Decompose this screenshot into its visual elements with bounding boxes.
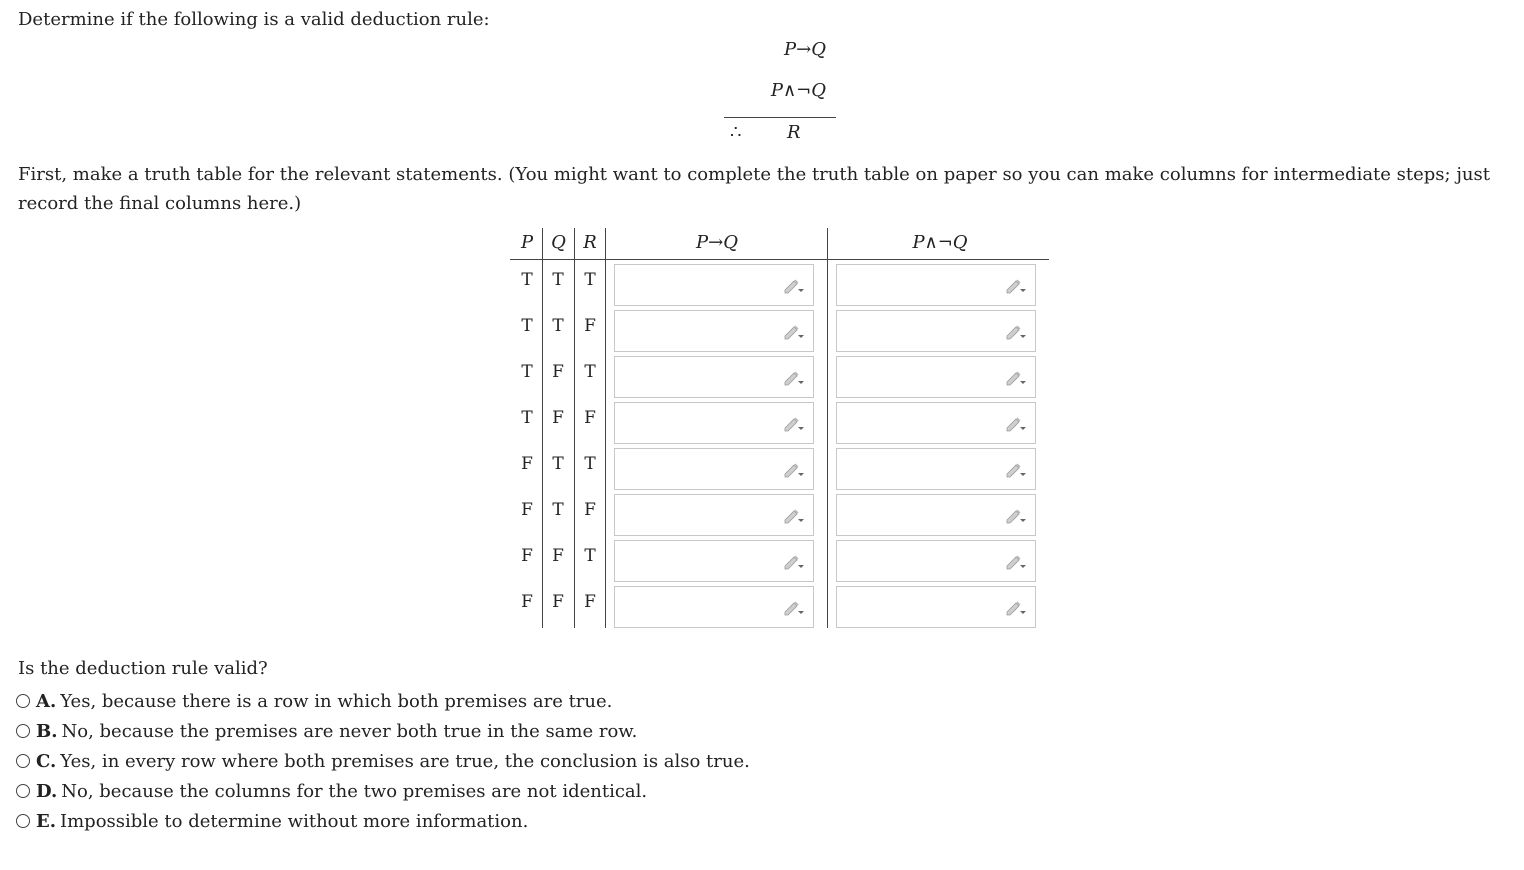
cell-q: T bbox=[552, 454, 564, 474]
pencil-dropdown-icon[interactable] bbox=[1005, 462, 1027, 478]
pencil-dropdown-icon[interactable] bbox=[1005, 416, 1027, 432]
choice-text: No, because the premises are never both true in the same row. bbox=[61, 721, 638, 742]
answer-input-p-implies-q[interactable] bbox=[614, 264, 814, 306]
answer-input-p-and-not-q[interactable] bbox=[836, 310, 1036, 352]
cell-r: T bbox=[584, 362, 596, 382]
cell-r: F bbox=[584, 592, 596, 612]
choice-text: No, because the columns for the two premises are not identical. bbox=[61, 781, 648, 802]
answer-input-p-and-not-q[interactable] bbox=[836, 494, 1036, 536]
radio-button[interactable] bbox=[16, 724, 30, 738]
answer-input-p-implies-q[interactable] bbox=[614, 494, 814, 536]
choice-text: Impossible to determine without more information. bbox=[60, 811, 529, 832]
choice-d[interactable] bbox=[16, 778, 750, 808]
premise-1: P→Q bbox=[784, 39, 826, 60]
cell-p: F bbox=[521, 500, 533, 520]
pencil-dropdown-icon[interactable] bbox=[783, 600, 805, 616]
answer-input-p-implies-q[interactable] bbox=[614, 586, 814, 628]
pencil-dropdown-icon[interactable] bbox=[1005, 324, 1027, 340]
therefore-symbol: ∴ bbox=[730, 122, 742, 143]
header-q: Q bbox=[551, 232, 566, 253]
pencil-dropdown-icon[interactable] bbox=[1005, 554, 1027, 570]
pencil-dropdown-icon[interactable] bbox=[1005, 600, 1027, 616]
table-row bbox=[510, 260, 1050, 306]
answer-input-p-implies-q[interactable] bbox=[614, 310, 814, 352]
radio-button[interactable] bbox=[16, 754, 30, 768]
pencil-dropdown-icon[interactable] bbox=[783, 370, 805, 386]
cell-p: F bbox=[521, 546, 533, 566]
choice-b[interactable] bbox=[16, 718, 750, 748]
choice-letter: C. bbox=[36, 751, 57, 772]
answer-input-p-and-not-q[interactable] bbox=[836, 586, 1036, 628]
answer-input-p-and-not-q[interactable] bbox=[836, 264, 1036, 306]
choice-text: Yes, in every row where both premises are true, the conclusion is also true. bbox=[60, 751, 750, 772]
deduction-rule bbox=[724, 36, 836, 150]
cell-p: F bbox=[521, 454, 533, 474]
pencil-dropdown-icon[interactable] bbox=[783, 554, 805, 570]
table-row bbox=[510, 306, 1050, 352]
cell-p: T bbox=[521, 408, 533, 428]
choice-c[interactable] bbox=[16, 748, 750, 778]
premise-2: P∧¬Q bbox=[770, 80, 826, 101]
pencil-dropdown-icon[interactable] bbox=[783, 416, 805, 432]
cell-r: F bbox=[584, 500, 596, 520]
cell-r: T bbox=[584, 454, 596, 474]
table-row bbox=[510, 398, 1050, 444]
cell-r: T bbox=[584, 270, 596, 290]
choice-text: Yes, because there is a row in which both premises are true. bbox=[60, 691, 613, 712]
choice-letter: B. bbox=[36, 721, 58, 742]
table-row bbox=[510, 352, 1050, 398]
answer-input-p-implies-q[interactable] bbox=[614, 540, 814, 582]
rule-divider bbox=[724, 117, 836, 118]
cell-q: T bbox=[552, 270, 564, 290]
radio-button[interactable] bbox=[16, 814, 30, 828]
cell-q: F bbox=[552, 546, 564, 566]
table-row bbox=[510, 536, 1050, 582]
cell-r: T bbox=[584, 546, 596, 566]
radio-button[interactable] bbox=[16, 694, 30, 708]
cell-p: F bbox=[521, 592, 533, 612]
cell-r: F bbox=[584, 316, 596, 336]
pencil-dropdown-icon[interactable] bbox=[783, 324, 805, 340]
cell-p: T bbox=[521, 362, 533, 382]
table-row bbox=[510, 444, 1050, 490]
cell-q: F bbox=[552, 592, 564, 612]
validity-question: Is the deduction rule valid? bbox=[18, 658, 268, 679]
pencil-dropdown-icon[interactable] bbox=[783, 462, 805, 478]
cell-q: F bbox=[552, 408, 564, 428]
pencil-dropdown-icon[interactable] bbox=[1005, 278, 1027, 294]
choice-letter: A. bbox=[36, 691, 57, 712]
pencil-dropdown-icon[interactable] bbox=[783, 278, 805, 294]
pencil-dropdown-icon[interactable] bbox=[1005, 508, 1027, 524]
choice-a[interactable] bbox=[16, 688, 750, 718]
header-p-and-not-q: P∧¬Q bbox=[912, 232, 968, 253]
table-row bbox=[510, 490, 1050, 536]
answer-input-p-implies-q[interactable] bbox=[614, 402, 814, 444]
table-row bbox=[510, 582, 1050, 628]
instructions: First, make a truth table for the relevant statements. (You might want to complete the truth table on paper so you can make columns for intermediate steps; just record the final columns here.) bbox=[18, 164, 1490, 214]
conclusion: R bbox=[787, 122, 801, 143]
cell-q: F bbox=[552, 362, 564, 382]
answer-input-p-and-not-q[interactable] bbox=[836, 402, 1036, 444]
choice-letter: D. bbox=[36, 781, 58, 802]
answer-choices bbox=[16, 688, 750, 838]
header-p: P bbox=[520, 232, 534, 253]
cell-p: T bbox=[521, 316, 533, 336]
cell-q: T bbox=[552, 316, 564, 336]
answer-input-p-and-not-q[interactable] bbox=[836, 356, 1036, 398]
radio-button[interactable] bbox=[16, 784, 30, 798]
choice-e[interactable] bbox=[16, 808, 750, 838]
choice-letter: E. bbox=[36, 811, 56, 832]
answer-input-p-implies-q[interactable] bbox=[614, 356, 814, 398]
answer-input-p-and-not-q[interactable] bbox=[836, 448, 1036, 490]
pencil-dropdown-icon[interactable] bbox=[1005, 370, 1027, 386]
cell-r: F bbox=[584, 408, 596, 428]
cell-q: T bbox=[552, 500, 564, 520]
cell-p: T bbox=[521, 270, 533, 290]
pencil-dropdown-icon[interactable] bbox=[783, 508, 805, 524]
header-r: R bbox=[583, 232, 597, 253]
truth-table bbox=[510, 228, 1050, 628]
answer-input-p-implies-q[interactable] bbox=[614, 448, 814, 490]
answer-input-p-and-not-q[interactable] bbox=[836, 540, 1036, 582]
header-p-implies-q: P→Q bbox=[696, 232, 738, 253]
question-intro: Determine if the following is a valid deduction rule: bbox=[18, 9, 490, 30]
